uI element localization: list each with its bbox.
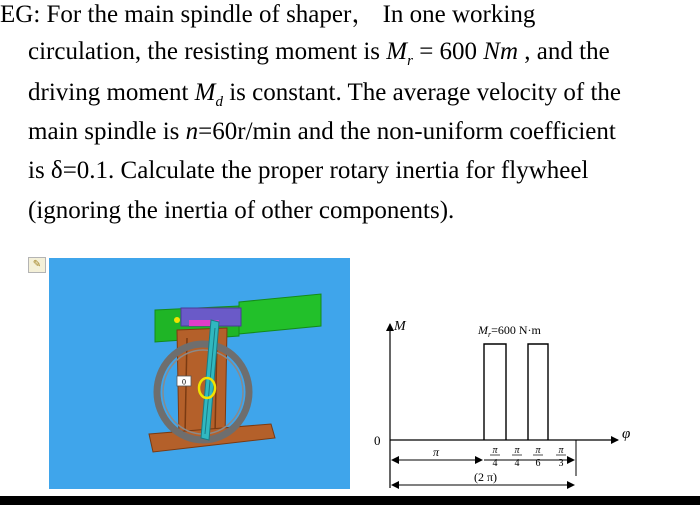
problem-line-2-text: circulation, the resisting moment is — [28, 38, 387, 65]
segment-pi-label: π — [433, 445, 440, 459]
shaper-mechanism-model — [49, 258, 350, 489]
fraction-3-denominator: 6 — [535, 458, 541, 469]
moment-pulse-2 — [528, 344, 548, 440]
fraction-4-denominator: 3 — [558, 458, 564, 469]
bottom-border-bar — [0, 496, 700, 505]
moment-label-subscript: r — [488, 330, 492, 339]
moment-pulse-1 — [484, 344, 506, 440]
driving-moment-subscript: d — [215, 94, 223, 110]
fraction-1-numerator: π — [492, 445, 498, 456]
fraction-2-denominator: 4 — [514, 458, 520, 469]
period-label: (2 π) — [474, 470, 498, 484]
ram-beam-right — [239, 294, 321, 334]
moment-label — [477, 323, 542, 339]
resisting-moment-value: = 600 — [412, 38, 484, 65]
problem-line-2 — [28, 37, 610, 76]
y-axis-label: M — [394, 319, 406, 334]
problem-line-2-tail: , and the — [518, 38, 610, 65]
fraction-1-denominator: 4 — [492, 458, 498, 469]
origin-label: 0 — [374, 433, 381, 448]
resisting-moment-symbol: M — [386, 38, 408, 65]
problem-line-1-rest: In one working — [376, 1, 536, 28]
fraction-2 — [512, 445, 522, 469]
label-block-text: 0 — [182, 377, 186, 387]
problem-line-4 — [28, 117, 616, 147]
x-axis-label: φ — [622, 426, 631, 442]
fraction-1 — [490, 445, 500, 469]
problem-line-4-text: main spindle is — [28, 118, 186, 145]
image-placeholder-icon: ✎ — [28, 257, 46, 273]
problem-line-3-tail: is constant. The average velocity of the — [222, 79, 621, 106]
problem-line-3-text: driving moment — [28, 79, 195, 106]
fraction-4-numerator: π — [558, 445, 564, 456]
resisting-moment-unit: Nm — [483, 38, 519, 65]
speed-variable: n — [185, 118, 199, 145]
resisting-moment-subscript: r — [407, 53, 413, 69]
ram-accent-dot — [174, 317, 180, 323]
moment-diagram — [370, 300, 700, 500]
problem-line-4-tail: =60r/min and the non-uniform coefficient — [198, 118, 616, 145]
problem-line-3 — [28, 78, 621, 117]
problem-line-6: (ignoring the inertia of other components). — [28, 197, 455, 224]
problem-line-1-prefix: EG: For the main spindle of shaper， — [0, 1, 377, 28]
moment-label-value: =600 N·m — [491, 323, 541, 337]
fraction-2-numerator: π — [514, 445, 520, 456]
moment-label-symbol: M — [478, 323, 488, 337]
fraction-3 — [533, 445, 543, 469]
fraction-3-numerator: π — [535, 445, 541, 456]
problem-line-5: is δ=0.1. Calculate the proper rotary inertia for flywheel — [28, 157, 589, 184]
shaper-model-drawing — [49, 258, 350, 489]
problem-line-1 — [0, 0, 535, 30]
fraction-4 — [556, 445, 566, 469]
driving-moment-symbol: M — [194, 79, 216, 106]
